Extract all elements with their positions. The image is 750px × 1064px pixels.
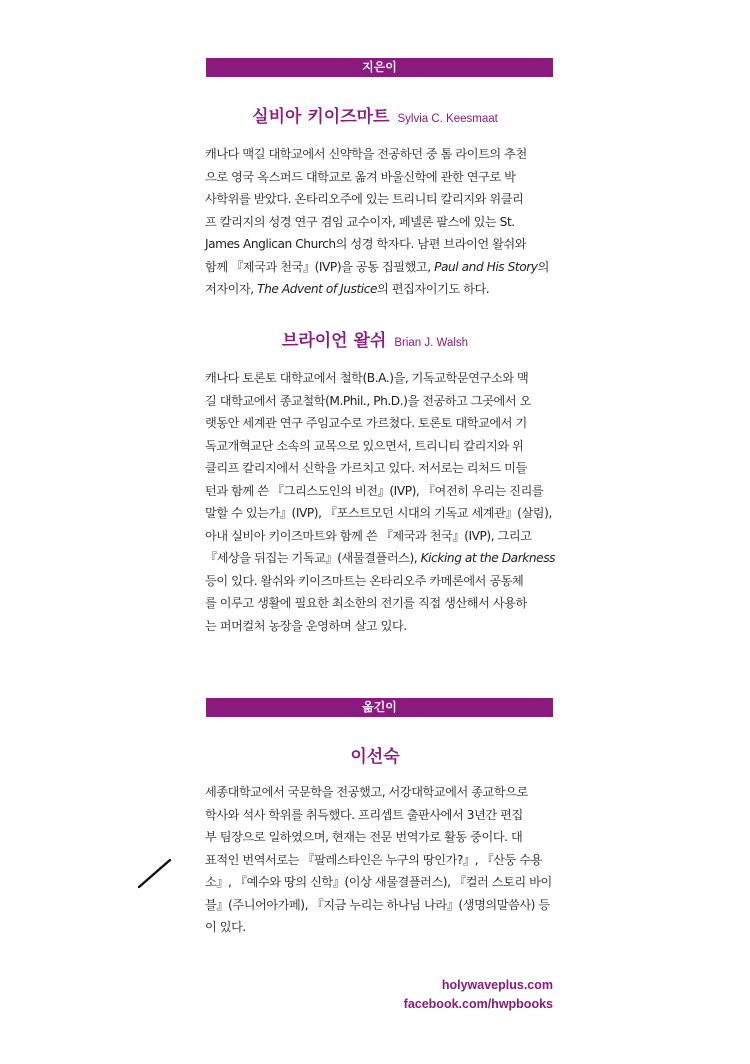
translator-bio (205, 781, 555, 939)
bio-line: 블』(주니어아가페), 『지금 누리는 하나님 나라』(생명의말씀사) 등 (205, 897, 550, 912)
author2-bio (205, 367, 555, 637)
bio-line: 으로 영국 옥스퍼드 대학교로 옮겨 바울신학에 관한 연구로 박 (205, 169, 516, 184)
translator-name-line (0, 742, 750, 767)
bio-line: 캐나다 토론토 대학교에서 철학(B.A.)을, 기독교학문연구소와 맥 (205, 371, 529, 385)
bio-line: 아내 실비아 키이즈마트와 함께 쓴 『제국과 천국』(IVP), 그리고 (205, 528, 532, 543)
bio-line: 길 대학교에서 종교철학(M.Phil., Ph.D.)을 전공하고 그곳에서 오 (205, 393, 531, 408)
bio-line-mixed (205, 256, 555, 279)
footer-facebook-link[interactable]: facebook.com/hwpbooks (403, 997, 553, 1011)
pen-stroke-mark (136, 856, 174, 890)
translator-name-ko: 이선숙 (350, 747, 400, 767)
author-section-header: 지은이 (206, 58, 553, 77)
bio-text: 저자이자, (205, 282, 258, 296)
author1-name-line (0, 102, 750, 127)
bio-line: 를 이루고 생활에 필요한 최소한의 전기를 직접 생산해서 사용하 (205, 596, 527, 610)
bio-line: 는 퍼머컬처 농장을 운영하며 살고 있다. (205, 618, 407, 633)
book-title: Paul and His Story (434, 259, 538, 274)
bio-line: 세종대학교에서 국문학을 전공했고, 서강대학교에서 종교학으로 (205, 785, 528, 799)
bio-line: 프 칼리지의 성경 연구 겸임 교수이자, 페넬론 팔스에 있는 St. (205, 214, 515, 229)
author1-name-ko: 실비아 키이즈마트 (252, 107, 390, 127)
bio-line: 클리프 칼리지에서 신학을 가르치고 있다. 저서로는 리처드 미들 (205, 461, 527, 475)
bio-line-mixed (205, 547, 555, 570)
bio-line: 캐나다 맥길 대학교에서 신약학을 전공하던 중 톰 라이트의 추천 (205, 147, 527, 161)
bio-line: 부 팀장으로 일하였으며, 현재는 전문 번역가로 활동 중이다. 대 (205, 830, 523, 844)
bio-line: 랫동안 세계관 연구 주임교수로 가르쳤다. 토론토 대학교에서 기 (205, 416, 527, 430)
author1-bio (205, 143, 555, 301)
author2-name-en: Brian J. Walsh (394, 337, 469, 349)
author1-name-en: Sylvia C. Keesmaat (397, 113, 498, 125)
bio-line: 표적인 번역서로는 『팔레스타인은 누구의 땅인가?』, 『산둥 수용 (205, 852, 542, 867)
bio-text: 의 (537, 259, 549, 274)
bio-line: 턴과 함께 쓴 『그리스도인의 비전』(IVP), 『여전히 우리는 진리를 (205, 483, 544, 498)
bio-text: 의 편집자이기도 하다. (377, 282, 490, 296)
bio-text: 『세상을 뒤집는 기독교』(새물결플러스), (205, 551, 421, 565)
author2-name-ko: 브라이언 왈쉬 (281, 331, 387, 351)
bio-text: 함께 『제국과 천국』(IVP)을 공동 집필했고, (205, 259, 435, 274)
bio-line-mixed (205, 278, 555, 301)
bio-line: 소』, 『예수와 땅의 신학』(이상 새물결플러스), 『컬러 스토리 바이 (205, 875, 552, 889)
bio-line: 학사와 석사 학위를 취득했다. 프리셉트 출판사에서 3년간 편집 (205, 807, 523, 822)
footer-website-link[interactable]: holywaveplus.com (441, 978, 553, 992)
bio-line: 말할 수 있는가』(IVP), 『포스트모던 시대의 기독교 세계관』(살림), (205, 506, 552, 520)
book-title: Kicking at the Darkness (420, 551, 555, 565)
author2-name-line (0, 326, 750, 351)
bio-line: 사학위를 받았다. 온타리오주에 있는 트리니티 칼리지와 위클리 (205, 192, 524, 206)
bio-line: 등이 있다. 왈쉬와 키이즈마트는 온타리오주 카메론에서 공동체 (205, 573, 524, 588)
bio-line: 독교개혁교단 소속의 교목으로 있으면서, 트리니티 칼리지와 위 (205, 438, 524, 453)
bio-line: 이 있다. (205, 920, 246, 934)
book-title: The Advent of Justice (257, 282, 378, 296)
bio-line: James Anglican Church의 성경 학자다. 남편 브라이언 왈쉬와 (205, 237, 527, 251)
translator-section-header: 옮긴이 (206, 698, 553, 717)
